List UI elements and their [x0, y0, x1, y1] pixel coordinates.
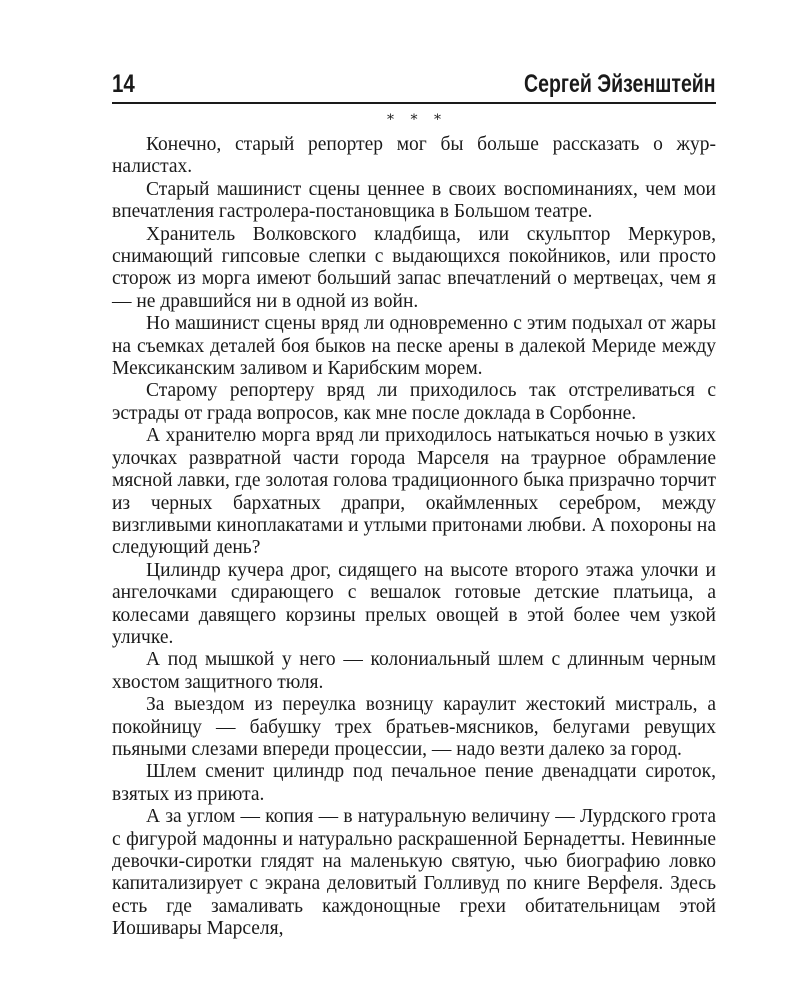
section-separator: * * * [387, 112, 447, 128]
page-header [112, 68, 716, 104]
body-text [112, 134, 716, 941]
paragraph: Хранитель Волковского кладбища, или скульптор Меркуров, снимающий гипсовые слепки с выдающихся покойников, или просто сторож из морга имеют больший запас впечатлений о мертвецах, чем я — не дравшийся ни в одной из войн. [112, 223, 716, 312]
book-page [112, 68, 716, 941]
paragraph: Старый машинист сцены ценнее в своих воспоминаниях, чем мои впечатления гастролера-постановщика в Большом театре. [112, 178, 716, 223]
paragraph: А под мышкой у него — колониальный шлем с длинным черным хвостом защитного тюля. [112, 649, 716, 693]
paragraph: За выездом из переулка возницу караулит жестокий мистраль, а покойницу — бабушку трех братьев-мясников, белугами ревущих пьяными слезами впереди процессии, — надо везти далеко за город. [112, 694, 716, 760]
running-title: Сергей Эйзенштейн [524, 70, 716, 98]
paragraph: Шлем сменит цилиндр под печальное пение двенадцати сироток, взятых из приюта. [112, 761, 716, 805]
paragraph: Цилиндр кучера дрог, сидящего на высоте второго этажа улочки и ангелочками сдирающего с вешалок готовые детские платьица, а колесами давящего корзины прелых овощей в этой более чем узкой уличке. [112, 559, 716, 648]
paragraph: А хранителю морга вряд ли приходилось натыкаться ночью в узких улочках развратной части города Марселя на траурное обрамление мясной лавки, где золотая голова традиционного быка призрачно торчит из черных бархатных драпри, окаймленных серебром, между визгливыми киноплакатами и утлыми притонами любви. А похороны на следующий день? [112, 425, 716, 559]
paragraph: Старому репортеру вряд ли приходилось так отстреливаться с эстрады от града вопросов, как мне после доклада в Сорбонне. [112, 380, 716, 424]
paragraph: Но машинист сцены вряд ли одновременно с этим подыхал от жары на съемках деталей боя быков на песке арены в далекой Мериде между Мексиканским заливом и Карибским морем. [112, 313, 716, 380]
page-number: 14 [112, 70, 135, 98]
paragraph: А за углом — копия — в натуральную величину — Лурдского грота с фигурой мадонны и натурально раскрашенной Бернадетты. Невинные девочки-сиротки глядят на маленькую святую, чью биографию ловко капитализирует с экрана деловитый Голливуд по книге Верфеля. Здесь есть где замаливать каждонощные грехи обитательницам этой Иошивары Марселя, [112, 806, 716, 940]
paragraph: Конечно, старый репортер мог бы больше рассказать о журналистах. [112, 134, 716, 178]
